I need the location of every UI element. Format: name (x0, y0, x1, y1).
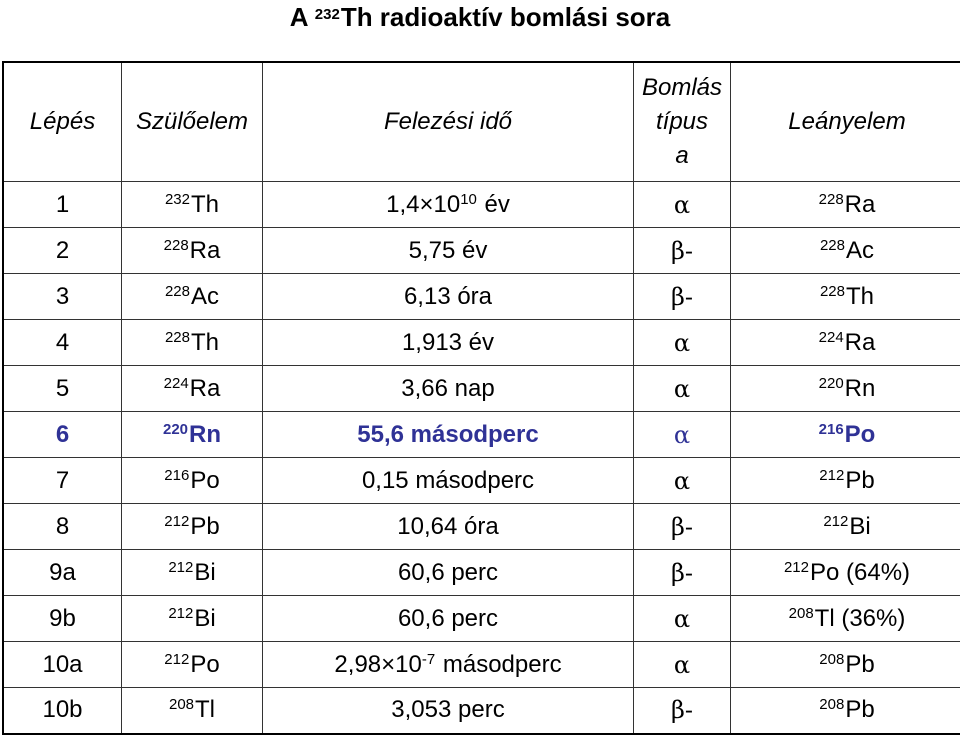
table-row (3, 182, 960, 228)
daughter-cell (731, 458, 960, 504)
daughter-mass-number: 212 (783, 558, 809, 576)
table-row (3, 458, 960, 504)
half-life-cell (263, 596, 634, 642)
parent-mass-number: 212 (168, 558, 194, 576)
daughter-mass-number: 224 (818, 328, 844, 346)
table-row (3, 596, 960, 642)
daughter-element: Th (846, 282, 875, 310)
parent-element: Pb (190, 512, 220, 540)
daughter-cell (731, 688, 960, 734)
parent-cell (122, 642, 263, 688)
step-cell: 7 (3, 458, 122, 504)
parent-element: Ra (189, 236, 221, 264)
parent-mass-number: 228 (163, 236, 189, 254)
step-cell: 9a (3, 550, 122, 596)
decay-type-cell: α (634, 182, 731, 228)
step-cell: 6 (3, 412, 122, 458)
daughter-mass-number: 212 (823, 512, 849, 530)
half-life-cell (263, 412, 634, 458)
daughter-element: Pb (845, 650, 875, 678)
half-life-value: 6,13 óra (403, 282, 493, 310)
step-cell: 9b (3, 596, 122, 642)
decay-type-cell: β- (634, 274, 731, 320)
daughter-mass-number: 208 (819, 650, 845, 668)
parent-cell (122, 228, 263, 274)
daughter-cell (731, 228, 960, 274)
parent-mass-number: 208 (168, 696, 195, 714)
parent-mass-number: 228 (164, 328, 190, 346)
table-row (3, 412, 960, 458)
parent-mass-number: 232 (164, 190, 190, 208)
daughter-element: Pb (845, 696, 875, 724)
half-life-cell (263, 228, 634, 274)
decay-type-cell: β- (634, 688, 731, 734)
step-cell: 10b (3, 688, 122, 734)
step-cell: 5 (3, 366, 122, 412)
half-life-value: 0,15 másodperc (361, 466, 535, 494)
parent-mass-number: 216 (164, 466, 190, 484)
half-life-cell (263, 320, 634, 366)
daughter-mass-number: 212 (819, 466, 845, 484)
step-cell: 3 (3, 274, 122, 320)
parent-cell (122, 596, 263, 642)
daughter-mass-number: 228 (818, 190, 844, 208)
decay-type-cell: β- (634, 228, 731, 274)
title-prefix: A (289, 2, 315, 32)
title-mass-number: 232 (314, 6, 340, 23)
parent-cell (122, 320, 263, 366)
parent-mass-number: 224 (163, 374, 189, 392)
decay-type-cell: β- (634, 504, 731, 550)
parent-element: Ac (191, 282, 220, 310)
half-life-value: 60,6 perc (397, 604, 499, 632)
half-life-cell (263, 274, 634, 320)
daughter-mass-number: 208 (788, 604, 814, 622)
header-decay-type (634, 62, 731, 182)
parent-mass-number: 212 (164, 650, 190, 668)
parent-mass-number: 220 (162, 420, 189, 438)
parent-element: Po (190, 466, 220, 494)
table-body (3, 182, 960, 734)
parent-element: Po (190, 650, 220, 678)
daughter-element: Bi (849, 512, 871, 540)
half-life-value: 60,6 perc (397, 558, 499, 586)
decay-type-cell: α (634, 458, 731, 504)
decay-series-table (2, 61, 960, 735)
page-title (0, 0, 960, 36)
step-cell: 1 (3, 182, 122, 228)
header-daughter: Leányelem (731, 62, 960, 182)
parent-cell (122, 182, 263, 228)
daughter-branching-ratio: (64%) (839, 558, 911, 586)
header-row (3, 62, 960, 182)
header-decay-type-line3: a (675, 142, 689, 169)
decay-type-cell: α (634, 412, 731, 458)
parent-mass-number: 212 (168, 604, 194, 622)
half-life-value: 55,6 másodperc (357, 420, 539, 448)
table-row (3, 320, 960, 366)
step-cell: 10a (3, 642, 122, 688)
daughter-cell (731, 550, 960, 596)
daughter-cell (731, 412, 960, 458)
parent-mass-number: 212 (164, 512, 190, 530)
half-life-value: 3,66 nap (401, 374, 495, 402)
step-cell: 8 (3, 504, 122, 550)
daughter-element: Tl (814, 604, 835, 632)
header-half-life: Felezési idő (263, 62, 634, 182)
step-cell: 4 (3, 320, 122, 366)
decay-type-cell: β- (634, 550, 731, 596)
half-life-value: 3,053 perc (391, 696, 505, 724)
parent-mass-number: 228 (164, 282, 190, 300)
half-life-cell (263, 366, 634, 412)
parent-cell (122, 366, 263, 412)
daughter-mass-number: 220 (818, 374, 844, 392)
table-row (3, 504, 960, 550)
daughter-mass-number: 228 (819, 236, 845, 254)
table-row (3, 688, 960, 734)
table-row (3, 366, 960, 412)
daughter-cell (731, 504, 960, 550)
half-life-cell (263, 504, 634, 550)
parent-element: Th (191, 328, 220, 356)
half-life-cell (263, 458, 634, 504)
table-row (3, 274, 960, 320)
daughter-mass-number: 208 (819, 696, 845, 714)
decay-type-cell: α (634, 642, 731, 688)
half-life-value: 1,913 év (401, 328, 495, 356)
daughter-cell (731, 642, 960, 688)
table-row (3, 550, 960, 596)
decay-type-cell: α (634, 596, 731, 642)
parent-element: Bi (194, 604, 216, 632)
daughter-element: Ra (844, 328, 876, 356)
daughter-cell (731, 274, 960, 320)
parent-cell (122, 550, 263, 596)
title-suffix: Th radioaktív bomlási sora (340, 2, 671, 32)
half-life-cell (263, 182, 634, 228)
half-life-cell (263, 550, 634, 596)
parent-element: Rn (189, 420, 222, 448)
parent-element: Tl (195, 696, 216, 724)
half-life-exponent: -7 (421, 650, 436, 668)
daughter-cell (731, 596, 960, 642)
table-row (3, 228, 960, 274)
header-decay-type-line2: típus (655, 108, 709, 135)
daughter-element: Ra (844, 190, 876, 218)
half-life-unit: másodperc (436, 650, 562, 678)
parent-cell (122, 688, 263, 734)
half-life-cell (263, 688, 634, 734)
daughter-element: Pb (845, 466, 875, 494)
daughter-branching-ratio: (36%) (834, 604, 906, 632)
header-parent: Szülőelem (122, 62, 263, 182)
half-life-value: 2,98×10 (334, 650, 422, 678)
daughter-cell (731, 366, 960, 412)
header-decay-type-line1: Bomlás (641, 74, 723, 101)
half-life-value: 5,75 év (408, 236, 488, 264)
half-life-value: 1,4×10 (386, 190, 461, 218)
parent-cell (122, 458, 263, 504)
table-row (3, 642, 960, 688)
daughter-element: Rn (844, 374, 876, 402)
daughter-cell (731, 320, 960, 366)
half-life-value: 10,64 óra (397, 512, 499, 540)
parent-cell (122, 504, 263, 550)
parent-element: Ra (189, 374, 221, 402)
decay-type-cell: α (634, 320, 731, 366)
daughter-element: Po (809, 558, 840, 586)
half-life-exponent: 10 (460, 190, 477, 208)
parent-cell (122, 412, 263, 458)
daughter-element: Ac (846, 236, 875, 264)
parent-element: Bi (194, 558, 216, 586)
daughter-element: Po (844, 420, 876, 448)
step-cell: 2 (3, 228, 122, 274)
daughter-cell (731, 182, 960, 228)
parent-element: Th (191, 190, 220, 218)
daughter-mass-number: 216 (818, 420, 844, 438)
parent-cell (122, 274, 263, 320)
half-life-unit: év (477, 190, 510, 218)
header-step: Lépés (3, 62, 122, 182)
decay-type-cell: α (634, 366, 731, 412)
daughter-mass-number: 228 (819, 282, 845, 300)
half-life-cell (263, 642, 634, 688)
